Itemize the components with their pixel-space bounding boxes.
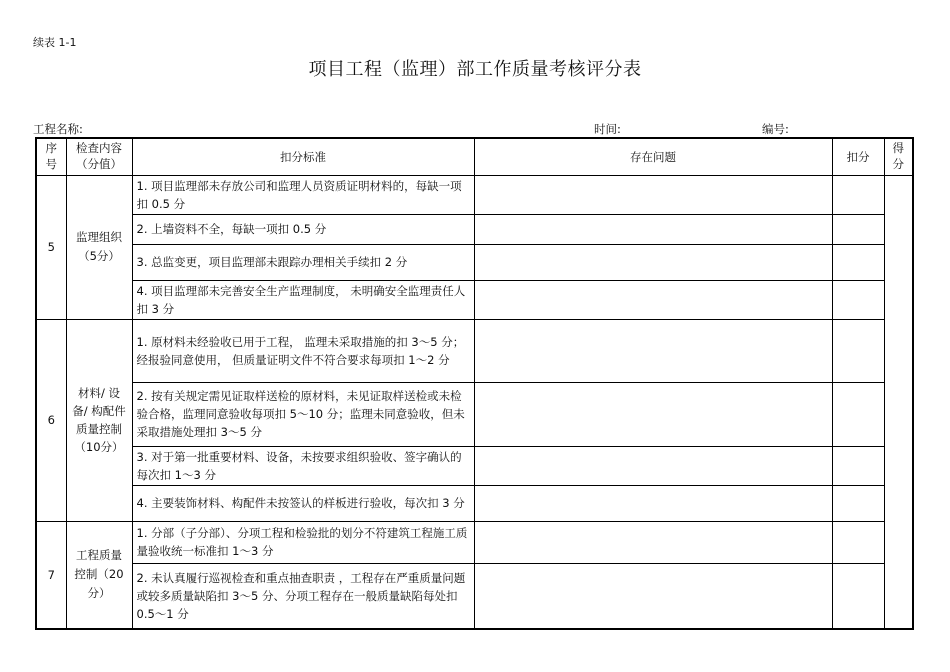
deduct-cell[interactable] [832,244,884,280]
issues-cell[interactable] [474,446,832,485]
criteria-cell: 3. 对于第一批重要材料、设备，未按要求组织验收、签字确认的每次扣 1～3 分 [132,446,474,485]
table-row [36,280,913,319]
check-item-cell: 工程质量控制（20分） [66,521,132,629]
deduct-cell[interactable] [832,382,884,446]
issues-cell[interactable] [474,280,832,319]
project-name-label: 工程名称: [33,122,83,136]
seq-cell: 5 [36,175,66,319]
header-seq: 序号 [36,138,66,175]
header-row [36,138,913,175]
issues-cell[interactable] [474,319,832,382]
score-table [35,137,914,630]
table-row [36,244,913,280]
deduct-cell[interactable] [832,175,884,214]
criteria-cell: 4. 主要装饰材料、构配件未按签认的样板进行验收，每次扣 3 分 [132,485,474,521]
check-item-cell: 材料/ 设备/ 构配件质量控制（10分） [66,319,132,521]
continued-label: 续表 1-1 [33,36,77,49]
criteria-cell: 2. 未认真履行巡视检查和重点抽查职责 ，工程存在严重质量问题或较多质量缺陷扣 3～5 分、分项工程存在一般质量缺陷每处扣 0.5～1 分 [132,563,474,629]
header-issues: 存在问题 [474,138,832,175]
criteria-cell: 3. 总监变更，项目监理部未跟踪办理相关手续扣 2 分 [132,244,474,280]
deduct-cell[interactable] [832,563,884,629]
page-title: 项目工程（监理）部工作质量考核评分表 [308,59,642,80]
deduct-cell[interactable] [832,521,884,563]
header-check-item: 检查内容（分值） [66,138,132,175]
criteria-cell: 4. 项目监理部未完善安全生产监理制度， 未明确安全监理责任人扣 3 分 [132,280,474,319]
table-row [36,175,913,214]
criteria-cell: 1. 分部（子分部）、分项工程和检验批的划分不符建筑工程施工质量验收统一标准扣 1～3 分 [132,521,474,563]
number-label: 编号: [762,122,789,136]
score-cell[interactable] [884,175,913,629]
criteria-cell: 1. 项目监理部未存放公司和监理人员资质证明材料的，每缺一项扣 0.5 分 [132,175,474,214]
header-criteria: 扣分标准 [132,138,474,175]
criteria-cell: 2. 上墙资料不全，每缺一项扣 0.5 分 [132,214,474,244]
table-row [36,319,913,382]
deduct-cell[interactable] [832,319,884,382]
check-item-cell: 监理组织（5分） [66,175,132,319]
deduct-cell[interactable] [832,446,884,485]
deduct-cell[interactable] [832,214,884,244]
header-deduct: 扣分 [832,138,884,175]
issues-cell[interactable] [474,521,832,563]
table-row [36,485,913,521]
issues-cell[interactable] [474,175,832,214]
issues-cell[interactable] [474,485,832,521]
issues-cell[interactable] [474,382,832,446]
issues-cell[interactable] [474,244,832,280]
table-row [36,382,913,446]
table-row [36,214,913,244]
table-row [36,446,913,485]
time-label: 时间: [594,122,621,136]
criteria-cell: 2. 按有关规定需见证取样送检的原材料，未见证取样送检或未检验合格，监理同意验收每项扣 5～10 分；监理未同意验收，但未采取措施处理扣 3～5 分 [132,382,474,446]
header-score: 得分 [884,138,913,175]
seq-cell: 7 [36,521,66,629]
deduct-cell[interactable] [832,280,884,319]
issues-cell[interactable] [474,563,832,629]
criteria-cell: 1. 原材料未经验收已用于工程， 监理未采取措施的扣 3～5 分；经报验同意使用， 但质量证明文件不符合要求每项扣 1～2 分 [132,319,474,382]
issues-cell[interactable] [474,214,832,244]
table-row [36,563,913,629]
deduct-cell[interactable] [832,485,884,521]
table-row [36,521,913,563]
seq-cell: 6 [36,319,66,521]
